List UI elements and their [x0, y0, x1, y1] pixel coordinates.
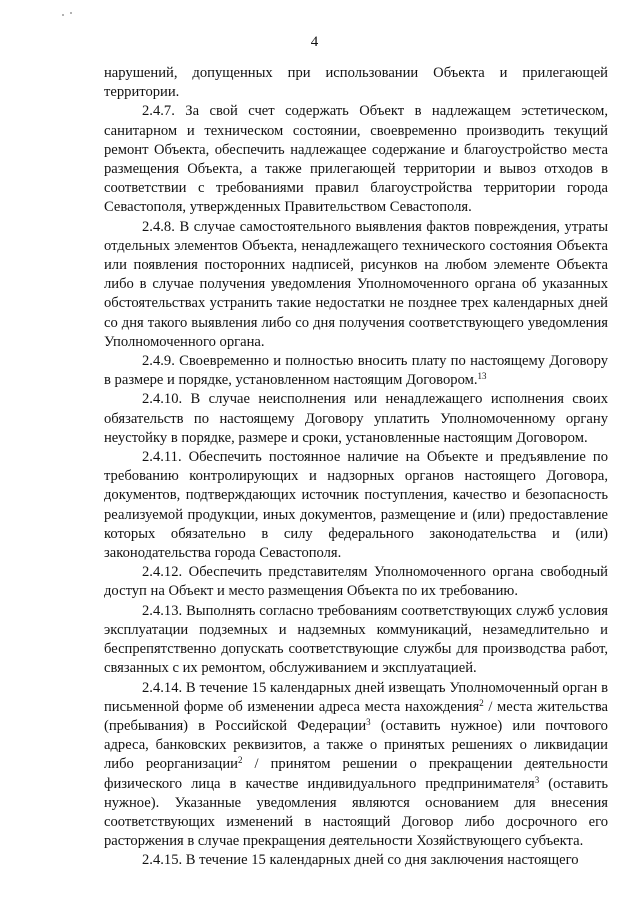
footnote-ref: 13: [477, 371, 487, 382]
footnote-ref: 2: [479, 697, 484, 708]
clause-2-4-8: 2.4.8. В случае самостоятельного выявления фактов повреждения, утраты отдельных элементов Объекта, ненадлежащего технического состояния Объекта или появления посторонних надписей, рисунков на любом элементе Объекта либо в случае получения уведомления Уполномоченного органа об указанных обстоятельствах устранить такие недостатки не позднее трех календарных дней со дня такого выявления либо со дня получения соответствующего уведомления Уполномоченного органа.: [104, 218, 608, 350]
clause-2-4-13: 2.4.13. Выполнять согласно требованиям соответствующих служб условия эксплуатации подземных и надземных коммуникаций, незамедлительно и беспрепятственно допускать соответствующие службы для производства работ, связанных с их ремонтом, обслуживанием и эксплуатацией.: [104, 602, 608, 677]
footnote-ref: 2: [237, 755, 243, 766]
clause-2-4-7: 2.4.7. За свой счет содержать Объект в надлежащем эстетическом, санитарном и техническом состоянии, своевременно производить текущий ремонт Объекта, обеспечить надлежащее содержание и благоустройство места размещения Объекта, а также прилегающей территории и вывоз отходов в соответствии с требованиями правил благоустройства территории города Севастополя, утвержденных Правительством Севастополя.: [104, 103, 608, 216]
clause-2-4-14-text-c: (оставить нужное) или почтового адреса, банковских реквизитов, а также о принятых решениях о ликвидации либо реорганизации: [104, 717, 608, 773]
clause-2-4-9: [104, 352, 608, 390]
page-number: 4: [310, 34, 319, 50]
clause-2-4-9-text: 2.4.9. Своевременно и полностью вносить плату по настоящему Договору в размере и порядке, установленном настоящим Договором.: [104, 353, 608, 389]
footnote-ref: 3: [366, 716, 371, 727]
scan-speck: [70, 12, 72, 14]
scan-speck: [62, 14, 64, 16]
clause-2-4-10: 2.4.10. В случае неисполнения или ненадлежащего исполнения своих обязательств по настоящему Договору уплатить Уполномоченному органу неустойку в порядке, размере и сроки, установленные настоящим Договором.: [104, 391, 608, 446]
clause-2-4-12: 2.4.12. Обеспечить представителям Уполномоченного органа свободный доступ на Объект и место размещения Объекта по их требованию.: [104, 564, 608, 600]
document-body: [104, 64, 608, 871]
clause-2-4-14-text-e: (оставить нужное). Указанные уведомления являются основанием для внесения соответствующих изменений в настоящий Договор либо досрочного его расторжения в случае прекращения деятельности Хозяйствующего субъекта.: [104, 775, 609, 850]
clause-2-4-11: 2.4.11. Обеспечить постоянное наличие на Объекте и предъявление по требованию контролирующих и надзорных органов настоящего Договора, документов, подтверждающих источник поступления, качество и безопасность реализуемой продукции, иных документов, размещение и (или) предоставление которых обязательно в силу федерального законодательства и (или) законодательства города Севастополя.: [104, 449, 608, 562]
clause-2-4-14: [104, 679, 608, 852]
clause-2-4-14-text-b: / места жительства (пребывания) в Российской Федерации: [104, 698, 608, 734]
footnote-ref: 3: [534, 774, 540, 785]
clause-2-4-15: 2.4.15. В течение 15 календарных дней со дня заключения настоящего: [142, 852, 579, 869]
paragraph-continuation: нарушений, допущенных при использовании Объекта и прилегающей территории.: [104, 65, 608, 101]
clause-2-4-14-text-a: 2.4.14. В течение 15 календарных дней извещать Уполномоченный орган в письменной форме об изменении адреса места нахождения: [104, 679, 608, 715]
clause-2-4-14-text-d: / принятом решении о прекращении деятельности физического лица в качестве индивидуального предпринимателя: [104, 756, 608, 792]
